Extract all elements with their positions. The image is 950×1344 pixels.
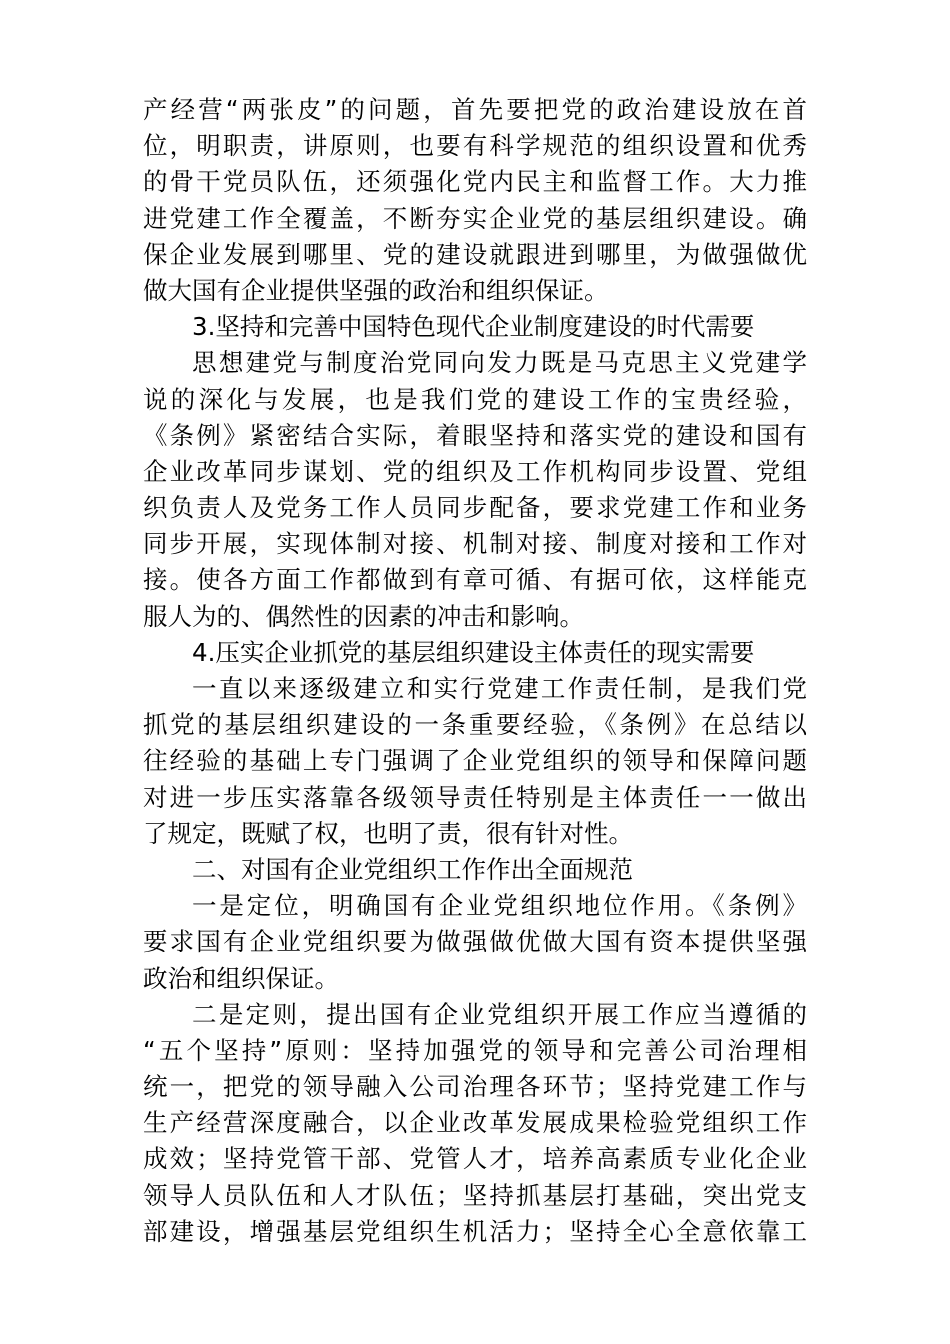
text-line: 进党建工作全覆盖，不断夯实企业党的基层组织建设。确: [143, 203, 807, 233]
text-line: 一直以来逐级建立和实行党建工作责任制，是我们党: [192, 674, 807, 703]
text-line: 抓党的基层组织建设的一条重要经验，《条例》在总结以: [143, 710, 807, 740]
text-line: 生产经营深度融合，以企业改革发展成果检验党组织工作: [143, 1108, 807, 1138]
text-line: 位，明职责，讲原则，也要有科学规范的组织设置和优秀: [143, 131, 807, 161]
text-line: 要求国有企业党组织要为做强做优做大国有资本提供坚强: [143, 927, 807, 957]
text-line: 产经营“两张皮”的问题，首先要把党的政治建设放在首: [143, 95, 807, 124]
text-line: 二是定则，提出国有企业党组织开展工作应当遵循的: [192, 999, 807, 1029]
text-line: 同步开展，实现体制对接、机制对接、制度对接和工作对: [143, 529, 807, 559]
text-line: 成效；坚持党管干部、党管人才，培养高素质专业化企业: [143, 1144, 807, 1174]
text-line: 政治和组织保证。: [143, 963, 339, 993]
text-line: 《条例》紧密结合实际，着眼坚持和落实党的建设和国有: [143, 420, 807, 450]
text-line: 对进一步压实落靠各级领导责任特别是主体责任一一做出: [143, 782, 807, 812]
text-line: 保企业发展到哪里、党的建设就跟进到哪里，为做强做优: [143, 239, 807, 269]
text-line: “五个坚持”原则：坚持加强党的领导和完善公司治理相: [143, 1035, 807, 1065]
text-line: 了规定，既赋了权，也明了责，很有针对性。: [143, 818, 633, 848]
text-line: 领导人员队伍和人才队伍；坚持抓基层打基础，突出党支: [143, 1180, 807, 1210]
text-line: 二、对国有企业党组织工作作出全面规范: [192, 854, 633, 884]
text-line: 接。使各方面工作都做到有章可循、有据可依，这样能克: [143, 565, 807, 595]
text-line: 说的深化与发展，也是我们党的建设工作的宝贵经验，: [143, 384, 807, 414]
text-line: 的骨干党员队伍，还须强化党内民主和监督工作。大力推: [143, 167, 807, 197]
text-line: 统一，把党的领导融入公司治理各环节；坚持党建工作与: [143, 1072, 807, 1102]
text-line: 3.坚持和完善中国特色现代企业制度建设的时代需要: [192, 312, 755, 342]
text-line: 企业改革同步谋划、党的组织及工作机构同步设置、党组: [143, 456, 807, 486]
text-line: 织负责人及党务工作人员同步配备，要求党建工作和业务: [143, 493, 807, 523]
document-body: [143, 92, 807, 1250]
text-line: 部建设，增强基层党组织生机活力；坚持全心全意依靠工: [143, 1216, 807, 1246]
text-line: 4.压实企业抓党的基层组织建设主体责任的现实需要: [192, 637, 755, 667]
text-line: 服人为的、偶然性的因素的冲击和影响。: [143, 601, 584, 631]
text-line: 思想建党与制度治党同向发力既是马克思主义党建学: [192, 348, 807, 378]
text-line: 做大国有企业提供坚强的政治和组织保证。: [143, 275, 609, 305]
text-line: 往经验的基础上专门强调了企业党组织的领导和保障问题: [143, 746, 807, 776]
text-line: 一是定位，明确国有企业党组织地位作用。《条例》: [192, 891, 807, 921]
